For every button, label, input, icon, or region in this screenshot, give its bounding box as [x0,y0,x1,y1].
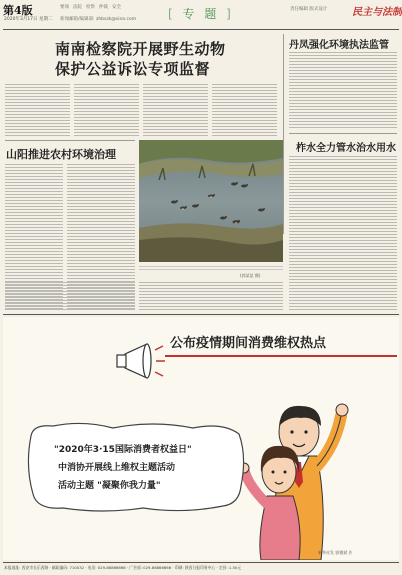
main-article-body [143,84,208,136]
right-mid-body [289,156,397,310]
nav-item[interactable]: 仲裁 [99,5,108,10]
date-line: 2020年3月17日 星期二 [4,17,53,22]
main-article-body [5,84,70,136]
left-mid-headline: 山阳推进农村环境治理 [6,148,116,161]
wetland-photo [139,140,283,262]
divider [5,140,135,141]
lower-body [139,282,283,310]
feature-top-rule [3,314,399,315]
photo-caption [139,266,283,272]
page-label: 第4版 [3,4,33,17]
photo-credit: (郭某某 摄) [240,273,261,278]
nav-items [60,4,121,10]
section-label: [ 专 题 ] [168,7,234,21]
newspaper-logo: 民主与法制 [352,7,402,18]
nav-item[interactable]: 要闻 [60,5,69,10]
main-headline-line1: 南南检察院开展野生动物 [55,40,226,58]
footer-text: 本报地址: 西安市长乐西路 · 邮政编码: 710032 · 电话: 029-86866666 · 广告部: 029-86866666 · 印刷: 陕西日报印务中心 · 定价: 1.50元 [4,565,242,570]
contact-line: 新闻邮箱/编辑部: zhbszk@sina.com [60,17,137,22]
feature-headline-banner: 公布疫情期间消费维权热点 [170,336,327,351]
column-divider [283,34,284,234]
masthead [0,0,402,34]
footer-rule [3,562,399,563]
sign-text-line1: "2020年3·15国际消费者权益日" [54,445,192,455]
nav-item[interactable]: 检察 [86,5,95,10]
divider [289,133,397,134]
nav-item[interactable]: 法院 [73,5,82,10]
editor-line: 责任编辑 版式设计 [290,7,328,12]
feature-credit: 新华社发 郭德斌 作 [318,550,353,555]
main-article-body [212,84,277,136]
nav-item[interactable]: 安全 [112,5,121,10]
right-top-body [289,52,397,128]
main-article-body [74,84,139,136]
feature-headline-underline [165,355,397,357]
main-headline-line2: 保护公益诉讼专项监督 [55,60,211,78]
lower-body [5,282,135,310]
right-top-headline: 丹凤强化环境执法监管 [289,40,389,51]
sign-text-line2: 中消协开展线上维权主题活动 [58,463,176,473]
masthead-rule [3,29,399,30]
right-mid-headline: 柞水全力管水治水用水 [296,143,396,154]
sign-text-line3: 活动主题 "凝聚你我力量" [58,481,161,491]
